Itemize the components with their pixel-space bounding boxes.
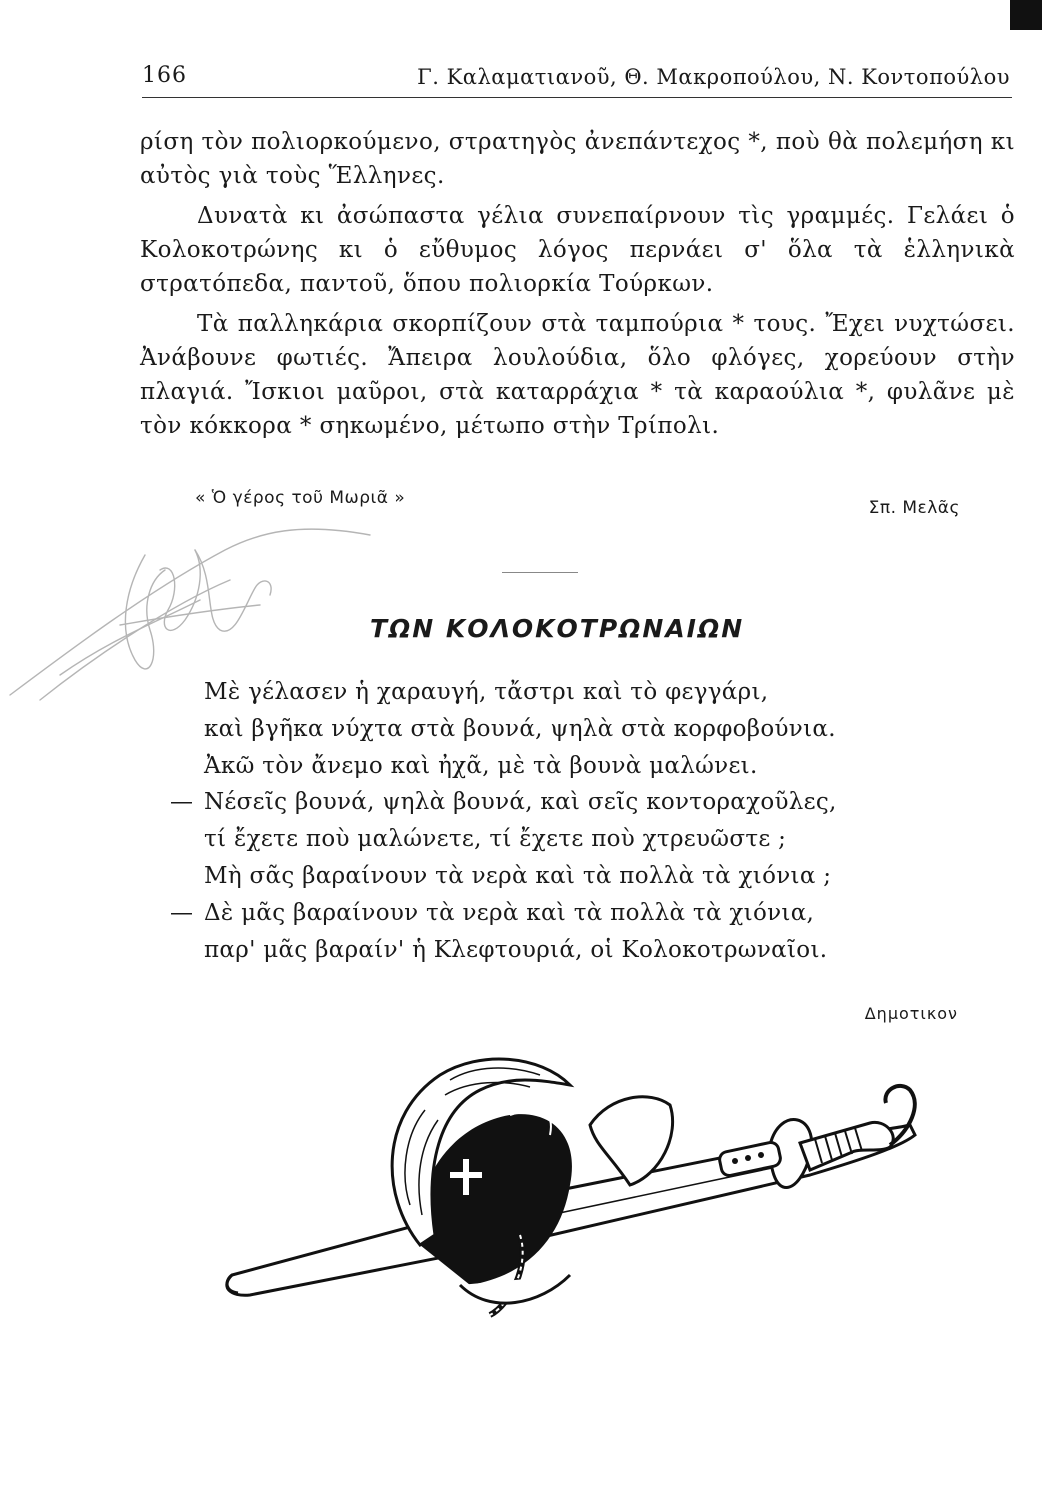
poem-source: Δημοτικον <box>864 1004 958 1023</box>
poem-line-text: τί ἔχετε ποὺ μαλώνετε, τί ἔχετε ποὺ χτρευῶστε ; <box>204 826 787 853</box>
poem-line-text: Μὴ σᾶς βαραίνουν τὰ νερὰ καὶ τὰ πολλὰ τὰ χιόνια ; <box>204 862 832 889</box>
prose-paragraph: Δυνατὰ κι ἀσώπαστα γέλια συνεπαίρνουν τὶς γραμμές. Γελάει ὁ Κολοκοτρώνης κι ὁ εὔθυμος λόγος περνάει σ' ὅλα τὰ ἑλληνικὰ στρατόπεδα, παντοῦ, ὅπου πολιορκία Τούρκων. <box>140 203 1015 297</box>
poem-line <box>170 932 930 969</box>
poem-line-text: Ἀκῶ τὸν ἄνεμο καὶ ἠχᾶ, μὲ τὰ βουνὰ μαλώνει. <box>204 752 758 779</box>
poem-body <box>170 674 930 968</box>
poem-line-text: Μὲ γέλασεν ἡ χαραυγή, τἄστρι καὶ τὸ φεγγάρι, <box>204 679 769 705</box>
poem-line <box>170 858 930 895</box>
poem-line-text: παρ' μᾶς βαραίν' ἡ Κλεφτουριά, οἱ Κολοκοτρωναῖοι. <box>204 936 828 963</box>
poem-line-text: καὶ βγῆκα νύχτα στὰ βουνά, ψηλὰ στὰ κορφοβούνια. <box>204 715 836 742</box>
page-header <box>130 55 1020 95</box>
page-number: 166 <box>142 63 187 88</box>
poem-line <box>170 748 930 785</box>
running-title: Γ. Καλαματιανοῦ, Θ. Μακροπούλου, Ν. Κοντοπούλου <box>417 65 1010 89</box>
poem-line <box>170 711 930 748</box>
poem-line-text: Νέσεῖς βουνά, ψηλὰ βουνά, καὶ σεῖς κοντοραχοῦλες, <box>204 789 837 816</box>
section-separator <box>502 572 578 573</box>
poem-line-dash: — <box>170 789 194 816</box>
poem-line <box>170 821 930 858</box>
prose-paragraph: ρίση τὸν πολιορκούμενο, στρατηγὸς ἀνεπάντεχος *, ποὺ θὰ πολεμήση κι αὐτὸς γιὰ τοὺς Ἕλληνες. <box>140 129 1015 189</box>
sword-icon <box>227 1086 915 1295</box>
prose-paragraph: Τὰ παλληκάρια σκορπίζουν στὰ ταμπούρια * τους. Ἔχει νυχτώσει. Ἀνάβουνε φωτιές. Ἄπειρα λουλούδια, ὅλο φλόγες, χορεύουν στὴν πλαγιά. Ἴσκιοι μαῦροι, στὰ καταρράχια * τὰ καραούλια *, φυλᾶνε μὲ τὸν κόκκορα * σηκωμένο, μέτωπο στὴν Τρίπολι. <box>140 311 1015 439</box>
header-rule <box>142 97 1012 98</box>
poem-line-dash: — <box>170 899 194 926</box>
prose-body <box>140 125 1015 449</box>
poem-title: ΤΩΝ ΚΟΛΟΚΟΤΡΩΝΑΙΩΝ <box>370 614 745 643</box>
poem-line <box>170 784 930 821</box>
source-author: Σπ. Μελᾶς <box>868 498 960 518</box>
source-title: « Ὁ γέρος τοῦ Μωριᾶ » <box>195 488 406 508</box>
poem-line-text: Δὲ μᾶς βαραίνουν τὰ νερὰ καὶ τὰ πολλὰ τὰ χιόνια, <box>204 899 815 926</box>
helmet-and-sword-illustration <box>210 1035 930 1355</box>
scan-edge-mark <box>1010 0 1042 30</box>
poem-line <box>170 674 930 711</box>
poem-line <box>170 895 930 932</box>
